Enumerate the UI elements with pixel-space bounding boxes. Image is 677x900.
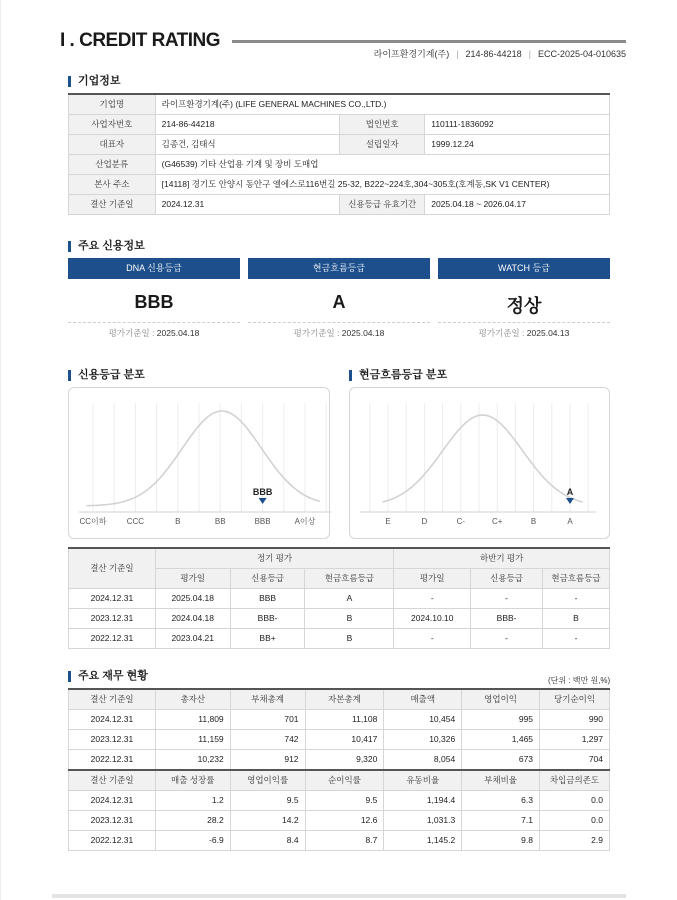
page-left-edge [0, 0, 1, 900]
table-row [69, 154, 610, 174]
report-header [60, 30, 626, 70]
cell: BBB- [230, 608, 305, 628]
grade-marker-label: A [566, 487, 574, 497]
cell: 912 [230, 749, 305, 769]
col-header: 순이익률 [305, 770, 384, 790]
cell: 8.7 [305, 830, 384, 850]
grade-cashflow: A [332, 292, 346, 312]
table-row [69, 790, 610, 810]
cell: BBB- [471, 608, 543, 628]
col-header: 영업이익률 [230, 770, 305, 790]
section-title-finance: 주요 재무 현황 [68, 671, 148, 682]
cell: 1,297 [540, 729, 610, 749]
date-value: 2025.04.18 [341, 328, 385, 338]
grade-marker [566, 498, 574, 504]
table-row [69, 608, 610, 628]
x-tick-label: BB [214, 517, 226, 526]
cell: 0.0 [540, 790, 610, 810]
group-half: 하반기 평가 [394, 548, 610, 568]
grade-date-cashflow [248, 322, 430, 342]
cashflow-dist-svg [350, 388, 611, 540]
x-tick-label: CCC [126, 517, 145, 526]
cell: 10,454 [384, 709, 462, 729]
section-title-cashflow-dist: 현금흐름등급 분포 [349, 370, 447, 381]
value-founded: 1999.12.24 [425, 134, 610, 154]
separator: | [456, 49, 459, 59]
table-row [69, 94, 610, 114]
rating-history-table [68, 547, 610, 649]
x-tick-label: B [530, 517, 537, 526]
cell: - [543, 588, 610, 608]
value-address: [14118] 경기도 안양시 동안구 엘에스로116번길 25-32, B222~224호,304~305호(호계동,SK V1 CENTER) [155, 174, 609, 194]
cell: 0.0 [540, 810, 610, 830]
cell: 1,031.3 [384, 810, 462, 830]
label-company-name: 기업명 [69, 94, 156, 114]
company-info-table [68, 93, 610, 215]
col-header: 부채비율 [462, 770, 540, 790]
cell: 8.4 [230, 830, 305, 850]
credit-dist-chart [68, 387, 330, 539]
cell: B [305, 608, 394, 628]
cell: 10,232 [155, 749, 230, 769]
distribution-curve [383, 415, 583, 502]
x-tick-label: D [421, 517, 428, 526]
cell: 2023.12.31 [69, 729, 156, 749]
cell: 990 [540, 709, 610, 729]
cell: -6.9 [155, 830, 230, 850]
label-settle-date: 결산 기준일 [69, 194, 156, 214]
cell: - [394, 628, 471, 648]
table-row [69, 194, 610, 214]
group-regular: 정기 평가 [155, 548, 394, 568]
grade-marker-label: BBB [252, 487, 273, 497]
cell: 701 [230, 709, 305, 729]
cell: 673 [462, 749, 540, 769]
col-cashflow-grade: 현금흐름등급 [305, 568, 394, 588]
header-company: 라이프환경기계(주) [373, 49, 450, 59]
cell: 11,809 [155, 709, 230, 729]
cell: 1,145.2 [384, 830, 462, 850]
table-row [69, 709, 610, 729]
grade-marker [259, 498, 267, 504]
date-label: 평가기준일 : [478, 328, 525, 338]
credit-dist-svg [69, 388, 331, 540]
cell: B [543, 608, 610, 628]
table-row [69, 174, 610, 194]
cell: 9.5 [305, 790, 384, 810]
x-tick-label: B [175, 517, 181, 526]
cell: - [471, 588, 543, 608]
grade-dna: BBB [134, 292, 174, 312]
col-header: 부채총계 [230, 689, 305, 709]
value-bizno: 214-86-44218 [155, 114, 340, 134]
header-docno: ECC-2025-04-010635 [537, 49, 626, 59]
x-tick-label: C- [456, 517, 466, 526]
cell: 2022.12.31 [69, 628, 156, 648]
cell: 10,326 [384, 729, 462, 749]
col-header: 차입금의존도 [540, 770, 610, 790]
label-founded: 설립일자 [340, 134, 425, 154]
col-header: 매출액 [384, 689, 462, 709]
title-rule [232, 40, 626, 43]
report-title: I . CREDIT RATING [60, 30, 221, 51]
finance-table-2 [68, 769, 610, 851]
cell: 2025.04.18 [155, 588, 230, 608]
col-eval-date: 평가일 [155, 568, 230, 588]
cell: 2024.10.10 [394, 608, 471, 628]
x-tick-label: C+ [491, 517, 503, 526]
cell: A [305, 588, 394, 608]
section-title-company: 기업정보 [68, 76, 121, 87]
col-cashflow-grade: 현금흐름등급 [543, 568, 610, 588]
col-header: 결산 기준일 [69, 770, 156, 790]
label-bizno: 사업자번호 [69, 114, 156, 134]
finance-table-1 [68, 688, 610, 770]
col-header: 유동비율 [384, 770, 462, 790]
date-value: 2025.04.18 [156, 328, 200, 338]
card-header-cashflow: 현금흐름등급 [248, 258, 430, 279]
cell: 10,417 [305, 729, 384, 749]
cashflow-dist-chart [349, 387, 610, 539]
label-ceo: 대표자 [69, 134, 156, 154]
col-credit-grade: 신용등급 [471, 568, 543, 588]
cell: 2.9 [540, 830, 610, 850]
card-header-watch: WATCH 등급 [438, 258, 610, 279]
col-header: 영업이익 [462, 689, 540, 709]
x-tick-label: BBB [254, 517, 271, 526]
cell: 6.3 [462, 790, 540, 810]
cell: BB+ [230, 628, 305, 648]
col-eval-date: 평가일 [394, 568, 471, 588]
table-row [69, 628, 610, 648]
label-industry: 산업분류 [69, 154, 156, 174]
x-tick-label: CC이하 [79, 517, 107, 526]
cell: 995 [462, 709, 540, 729]
cell: - [394, 588, 471, 608]
section-title-credit: 주요 신용정보 [68, 241, 145, 252]
cell: 2024.12.31 [69, 709, 156, 729]
cell: 9.8 [462, 830, 540, 850]
cell: B [305, 628, 394, 648]
cell: 2023.04.21 [155, 628, 230, 648]
col-credit-grade: 신용등급 [230, 568, 305, 588]
unit-label: (단위 : 백만 원,%) [548, 676, 611, 685]
header-bizno: 214-86-44218 [465, 49, 522, 59]
grade-date-dna [68, 322, 240, 342]
cell: 14.2 [230, 810, 305, 830]
grade-date-watch [438, 322, 610, 342]
cell: - [471, 628, 543, 648]
card-header-dna: DNA 신용등급 [68, 258, 240, 279]
date-label: 평가기준일 : [108, 328, 155, 338]
cell: 1,194.4 [384, 790, 462, 810]
cell: 2022.12.31 [69, 830, 156, 850]
cell: 12.6 [305, 810, 384, 830]
label-valid-period: 신용등급 유효기간 [340, 194, 425, 214]
cell: 28.2 [155, 810, 230, 830]
footer-rule [52, 894, 626, 898]
value-ceo: 김종건, 김태식 [155, 134, 340, 154]
cell: 9,320 [305, 749, 384, 769]
distribution-curve [87, 411, 320, 506]
col-header: 결산 기준일 [69, 689, 156, 709]
cell: 2022.12.31 [69, 749, 156, 769]
value-settle-date: 2024.12.31 [155, 194, 340, 214]
cell: 704 [540, 749, 610, 769]
table-row [69, 749, 610, 769]
label-address: 본사 주소 [69, 174, 156, 194]
col-header: 자본총계 [305, 689, 384, 709]
cell: 11,108 [305, 709, 384, 729]
table-row [69, 114, 610, 134]
col-settle-date: 결산 기준일 [69, 548, 156, 588]
cell: - [543, 628, 610, 648]
date-label: 평가기준일 : [293, 328, 340, 338]
x-tick-label: A이상 [294, 517, 316, 526]
date-value: 2025.04.13 [526, 328, 570, 338]
table-row [69, 134, 610, 154]
value-corpno: 110111-1836092 [425, 114, 610, 134]
cell: 2024.04.18 [155, 608, 230, 628]
cell: 2023.12.31 [69, 810, 156, 830]
cell: 742 [230, 729, 305, 749]
table-header-row [69, 770, 610, 790]
header-meta [374, 47, 626, 60]
table-row [69, 810, 610, 830]
col-header: 매출 성장률 [155, 770, 230, 790]
col-header: 총자산 [155, 689, 230, 709]
value-industry: (G46539) 기타 산업용 기계 및 장비 도매업 [155, 154, 609, 174]
value-valid-period: 2025.04.18 ~ 2026.04.17 [425, 194, 610, 214]
cell: 8,054 [384, 749, 462, 769]
table-row [69, 830, 610, 850]
cell: 7.1 [462, 810, 540, 830]
cell: BBB [230, 588, 305, 608]
x-tick-label: A [567, 517, 573, 526]
label-corpno: 법인번호 [340, 114, 425, 134]
cell: 1.2 [155, 790, 230, 810]
table-header-row [69, 548, 610, 568]
cell: 1,465 [462, 729, 540, 749]
grade-watch: 정상 [506, 296, 542, 316]
cell: 2024.12.31 [69, 588, 156, 608]
table-row [69, 588, 610, 608]
value-company-name: 라이프환경기계(주) (LIFE GENERAL MACHINES CO.,LTD.) [155, 94, 609, 114]
col-header: 당기순이익 [540, 689, 610, 709]
table-header-row [69, 689, 610, 709]
x-tick-label: E [385, 517, 391, 526]
cell: 11,159 [155, 729, 230, 749]
separator: | [528, 49, 531, 59]
section-title-credit-dist: 신용등급 분포 [68, 370, 145, 381]
cell: 2024.12.31 [69, 790, 156, 810]
table-row [69, 729, 610, 749]
cell: 9.5 [230, 790, 305, 810]
cell: 2023.12.31 [69, 608, 156, 628]
